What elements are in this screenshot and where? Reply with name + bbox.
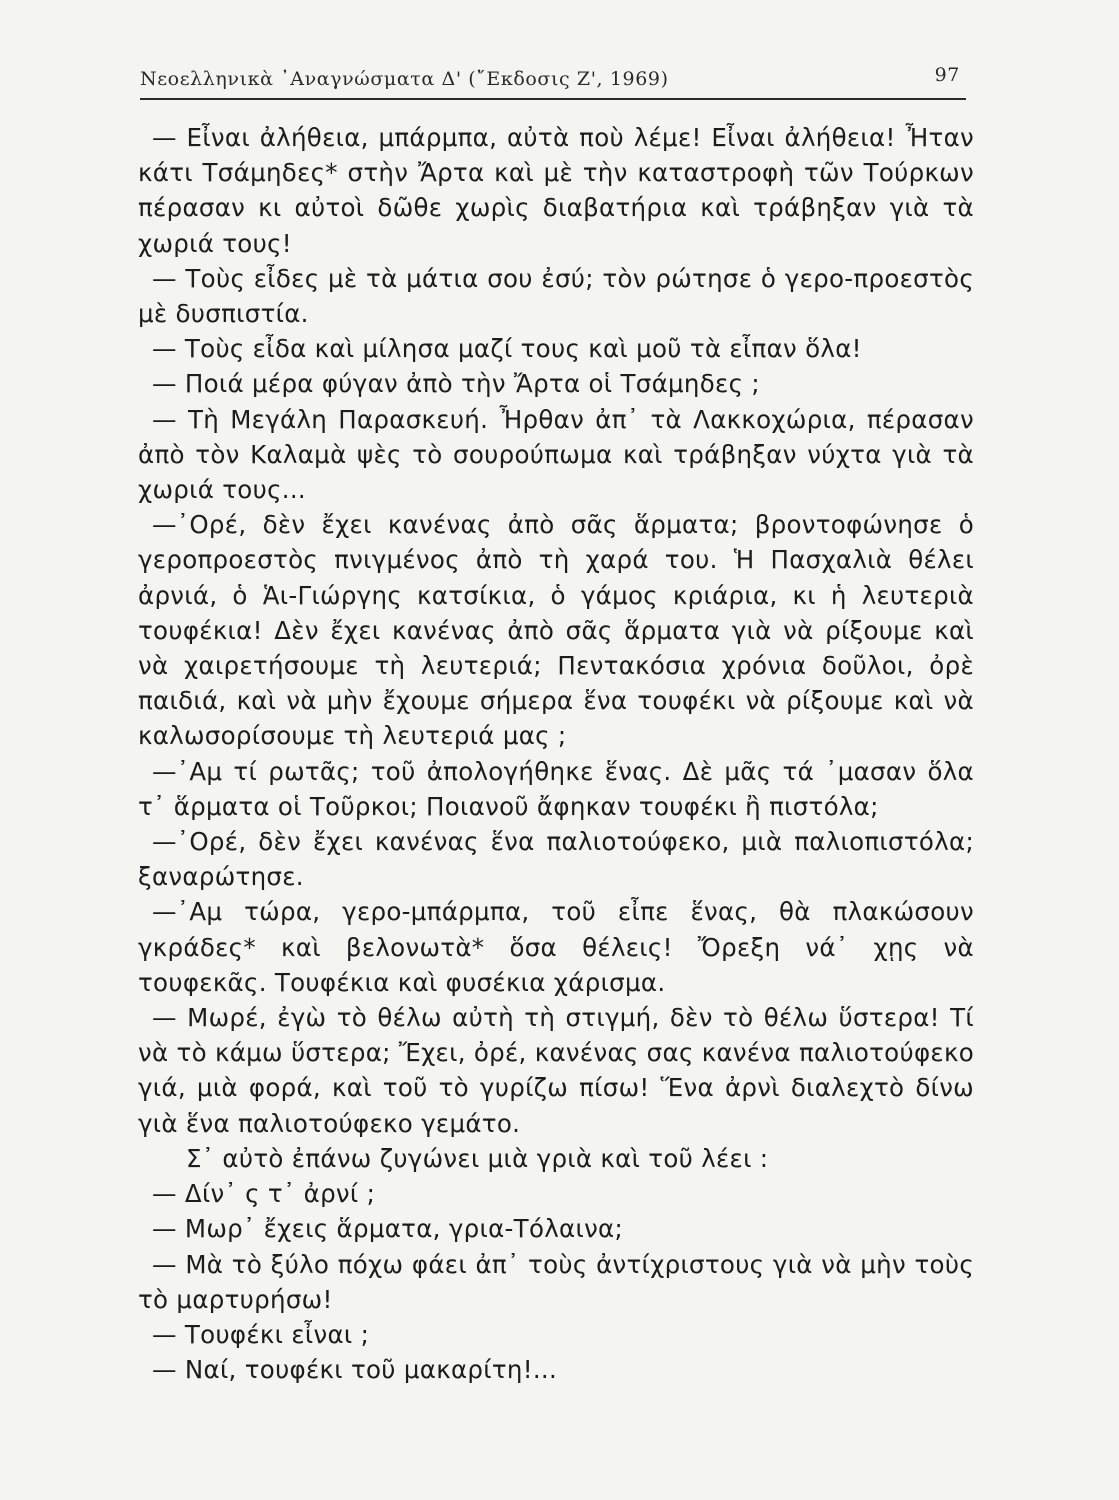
paragraph: Σ᾿ αὐτὸ ἐπάνω ζυγώνει μιὰ γριὰ καὶ τοῦ λέει :	[186, 1143, 769, 1173]
paragraph: —᾿Αμ τώρα, γερο-μπάρμπα, τοῦ εἶπε ἕνας, θὰ πλακώσουν γκράδες* καὶ βελονωτὰ* ὅσα θέλεις! Ὄρεξη νά᾿ χῃς νὰ τουφεκᾶς. Τουφέκια καὶ φυσέκια χάρισμα.	[138, 897, 974, 997]
paragraph: — Τοὺς εἶδες μὲ τὰ μάτια σου ἐσύ; τὸν ρώτησε ὁ γερο-προεστὸς μὲ δυσπιστία.	[138, 263, 974, 329]
paragraph: —᾿Ορέ, δὲν ἔχει κανένας ἕνα παλιοτούφεκο, μιὰ παλιοπιστόλα; ξαναρώτησε.	[138, 827, 974, 892]
paragraph: — Τοὺς εἶδα καὶ μίλησα μαζί τους καὶ μοῦ τὰ εἶπαν ὅλα!	[152, 334, 862, 364]
paragraph: — Μωρ᾿ ἔχεις ἅρματα, γρια-Τόλαινα;	[152, 1214, 624, 1244]
header-rule	[140, 98, 966, 100]
paragraph: — Δίν᾿ ς τ᾿ ἀρνί ;	[152, 1179, 376, 1209]
paragraph: — Ποιά μέρα φύγαν ἀπὸ τὴν Ἄρτα οἱ Τσάμηδες ;	[152, 369, 760, 399]
paragraph: — Τὴ Μεγάλη Παρασκευή. Ἦρθαν ἀπ᾿ τὰ Λακκοχώρια, πέρασαν ἀπὸ τὸν Καλαμὰ ψὲς τὸ σουρούπωμα καὶ τράβηξαν νύχτα γιὰ τὰ χωριά τους...	[138, 404, 974, 505]
page-number: 97	[934, 64, 960, 86]
running-header	[140, 64, 966, 96]
paragraph: — Ναί, τουφέκι τοῦ μακαρίτη!...	[152, 1355, 558, 1385]
paragraph: —᾿Ορέ, δὲν ἔχει κανένας ἀπὸ σᾶς ἅρματα; βροντοφώνησε ὁ γεροπροεστὸς πνιγμένος ἀπὸ τὴ χαρά του. Ἡ Πασχαλιὰ θέλει ἀρνιά, ὁ Ἁι-Γιώργης κατσίκια, ὁ γάμος κριάρια, κι ἡ λευτεριὰ τουφέκια! Δὲν ἔχει κανένας ἀπὸ σᾶς ἅρματα γιὰ νὰ ρίξουμε καὶ νὰ χαιρετήσουμε τὴ λευτεριά; Πεντακόσια χρόνια δοῦλοι, ὀρὲ παιδιά, καὶ νὰ μὴν ἔχουμε σήμερα ἕνα τουφέκι νὰ ρίξουμε καὶ νὰ καλωσορίσουμε τὴ λευτεριά μας ;	[138, 510, 974, 751]
paragraph: — Μωρέ, ἐγὼ τὸ θέλω αὐτὴ τὴ στιγμή, δὲν τὸ θέλω ὕστερα! Τί νὰ τὸ κάμω ὕστερα; Ἔχει, ὀρέ, κανένας σας κανένα παλιοτούφεκο γιά, μιὰ φορά, καὶ τοῦ τὸ γυρίζω πίσω! Ἕνα ἀρνὶ διαλεχτὸ δίνω γιὰ ἕνα παλιοτούφεκο γεμάτο.	[138, 1003, 974, 1138]
header-title: Νεοελληνικὰ ᾿Αναγνώσματα Δ' (῎Εκδοσις Ζ', 1969)	[140, 68, 669, 90]
paragraph: — Μὰ τὸ ξύλο πόχω φάει ἀπ᾿ τοὺς ἀντίχριστους γιὰ νὰ μὴν τοὺς τὸ μαρτυρήσω!	[138, 1249, 974, 1314]
body-text	[138, 120, 974, 1387]
paragraph: — Τουφέκι εἶναι ;	[152, 1319, 370, 1349]
paragraph: — Εἶναι ἀλήθεια, μπάρμπα, αὐτὰ ποὺ λέμε! Εἶναι ἀλήθεια! Ἦταν κάτι Τσάμηδες* στὴν Ἄρτα καὶ μὲ τὴν καταστροφὴ τῶν Τούρκων πέρασαν κι αὐτοὶ δῶθε χωρὶς διαβατήρια καὶ τράβηξαν γιὰ τὰ χωριά τους!	[138, 123, 974, 258]
paragraph: —᾿Αμ τί ρωτᾶς; τοῦ ἀπολογήθηκε ἕνας. Δὲ μᾶς τά ᾿μασαν ὅλα τ᾿ ἅρματα οἱ Τοῦρκοι; Ποιανοῦ ἄφηκαν τουφέκι ἢ πιστόλα;	[138, 756, 974, 821]
